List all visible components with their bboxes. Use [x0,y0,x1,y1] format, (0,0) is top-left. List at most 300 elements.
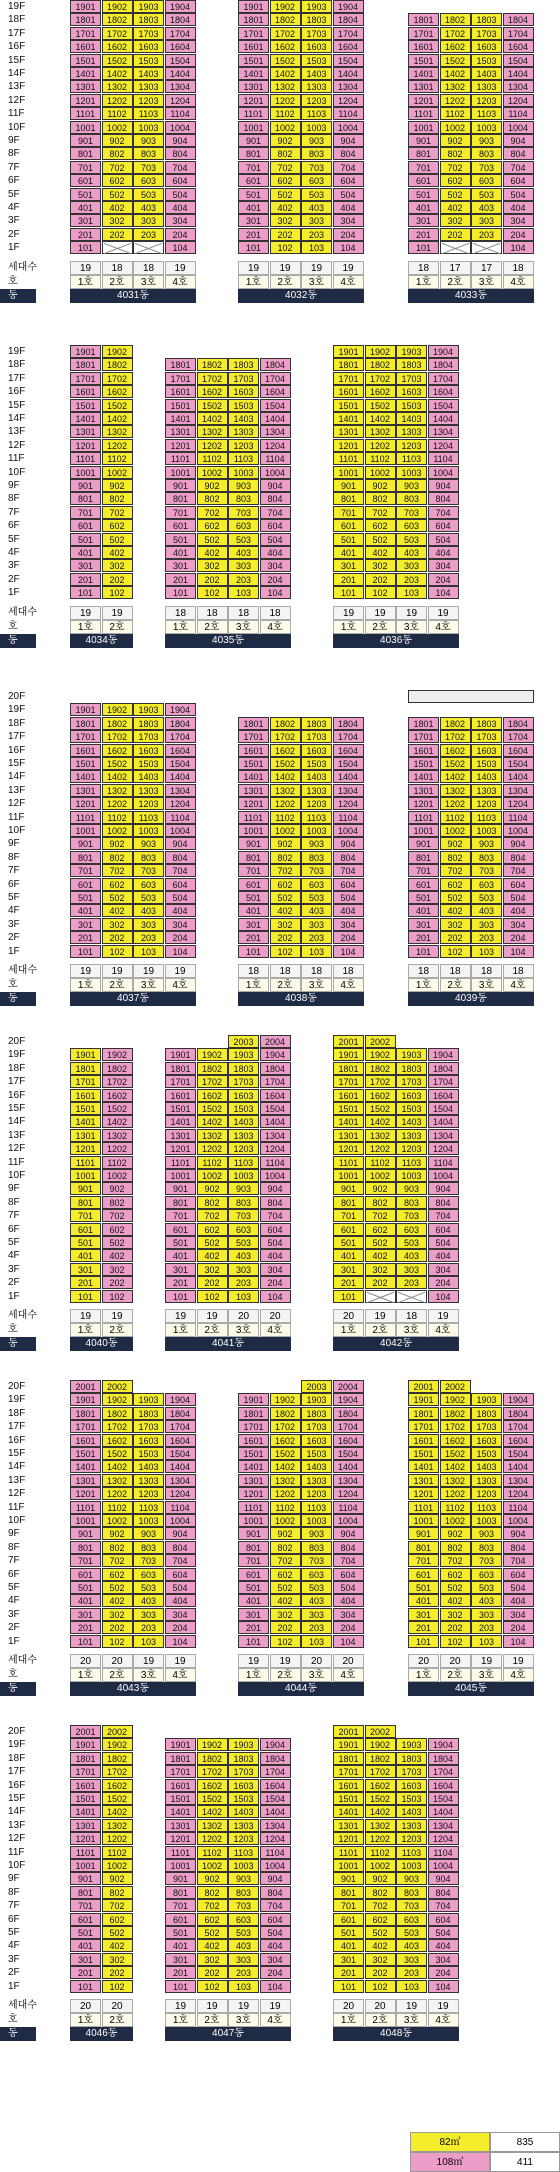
unit-ho: 4호 [260,1323,291,1337]
unit-count: 19 [270,261,301,275]
unit-cell: 1502 [440,757,471,770]
unit-count: 18 [102,261,133,275]
unit-cell: 602 [270,878,301,891]
unit-ho: 1호 [333,1323,364,1337]
unit-cell: 1801 [333,358,364,371]
unit-cell: 403 [396,1939,427,1952]
unit-cell: 2002 [365,1725,396,1738]
floor-label: 3F [8,918,20,930]
unit-cell: 201 [70,1966,101,1979]
unit-cell: 1804 [260,358,291,371]
unit-count: 19 [365,1309,396,1323]
unit-cell: 602 [365,519,396,532]
unit-cell: 701 [333,506,364,519]
unit-cell: 901 [238,1527,269,1540]
unit-count: 19 [333,261,364,275]
unit-cell: 802 [270,851,301,864]
floor-label: 9F [8,480,20,491]
unit-cell: 1101 [408,107,439,120]
unit-cell: 1802 [102,1062,133,1075]
unit-cell: 1802 [197,358,228,371]
unit-cell: 702 [270,161,301,174]
unit-cell: 802 [102,1541,133,1554]
unit-cell: 1604 [260,385,291,398]
unit-cell: 1102 [102,1846,133,1859]
unit-cell: 403 [301,1594,332,1607]
floor-label: 11F [8,453,25,465]
unit-cell: 904 [260,1182,291,1195]
unit-cell: 201 [70,573,101,586]
unit-cell: 1102 [365,1156,396,1169]
unit-cell: 1803 [471,13,502,26]
unit-cell: 1102 [440,811,471,824]
unit-cell: 202 [270,1621,301,1634]
unit-cell: 1303 [396,425,427,438]
unit-cell: 1103 [471,811,502,824]
unit-cell: 603 [471,1568,502,1581]
unit-cell: 1301 [333,425,364,438]
unit-cell: 104 [503,1635,534,1648]
unit-cell: 203 [301,228,332,241]
unit-cell: 1502 [365,1102,396,1115]
unit-cell: 1603 [228,1089,259,1102]
unit-cell: 202 [102,1966,133,1979]
unit-cell: 904 [333,134,364,147]
unit-cell: 1201 [238,797,269,810]
unit-cell: 1402 [270,1460,301,1473]
unit-cell: 901 [70,479,101,492]
unit-cell: 604 [503,174,534,187]
unit-cell: 203 [301,1621,332,1634]
unit-cell: 1702 [440,730,471,743]
unit-ho: 2호 [197,620,228,634]
floor-label: 11F [8,108,25,120]
unit-cell: 1801 [408,717,439,730]
unit-cell: 1202 [102,1142,133,1155]
unit-cell: 301 [238,918,269,931]
unit-cell: 1603 [133,1434,164,1447]
unit-cell: 1901 [165,1048,196,1061]
unit-cell: 404 [428,1249,459,1262]
unit-cell: 1802 [270,1407,301,1420]
unit-cell: 1502 [440,54,471,67]
unit-ho: 3호 [301,1668,332,1682]
unit-cell: 1802 [440,717,471,730]
unit-cell: 504 [428,533,459,546]
unit-cell: 503 [471,188,502,201]
unit-cell: 1204 [503,1487,534,1500]
unit-cell: 1102 [102,811,133,824]
unit-cell: 101 [333,1980,364,1993]
unit-cell: 603 [396,1913,427,1926]
unit-cell: 704 [333,1554,364,1567]
unit-count: 17 [471,261,502,275]
unit-cell: 901 [333,479,364,492]
unit-cell: 1503 [396,1102,427,1115]
unit-cell: 601 [70,1568,101,1581]
unit-cell: 1803 [133,1407,164,1420]
unit-cell: 203 [133,931,164,944]
unit-cell: 1002 [197,1859,228,1872]
unit-cell: 1601 [165,1779,196,1792]
unit-cell: 501 [70,891,101,904]
unit-cell: 1103 [228,452,259,465]
unit-cell: 702 [197,1209,228,1222]
unit-cell: 1201 [408,94,439,107]
unit-cell: 702 [102,1209,133,1222]
unit-cell: 1504 [333,54,364,67]
unit-cell: 1501 [165,399,196,412]
unit-cell: 1703 [471,1420,502,1433]
unit-cell: 901 [333,1182,364,1195]
dong-label: 동 [0,1682,36,1696]
unit-cell: 704 [333,864,364,877]
unit-cell: 1504 [428,1102,459,1115]
floor-label: 5F [8,1582,20,1593]
unit-cell: 1202 [270,797,301,810]
unit-count: 20 [333,1309,364,1323]
unit-cell: 1701 [238,1420,269,1433]
unit-cell: 1703 [133,27,164,40]
unit-cell: 602 [102,174,133,187]
unit-cell: 801 [333,1196,364,1209]
unit-count: 19 [165,261,196,275]
unit-cell: 1104 [260,452,291,465]
unit-cell: 701 [165,1209,196,1222]
ho-label: 호 [8,2014,18,2025]
unit-cell: 301 [333,559,364,572]
unit-cell: 401 [333,546,364,559]
unit-cell: 1701 [70,1765,101,1778]
unit-cell: 802 [102,851,133,864]
unit-cell: 101 [238,945,269,958]
unit-cell: 1604 [428,1089,459,1102]
unit-cell: 1404 [333,770,364,783]
unit-cell: 204 [165,1621,196,1634]
unit-cell: 1302 [102,425,133,438]
unit-cell: 902 [270,837,301,850]
unit-cell: 702 [102,161,133,174]
unit-cell: 1204 [165,797,196,810]
unit-cell: 103 [301,945,332,958]
unit-cell: 201 [70,1276,101,1289]
unit-cell: 1402 [102,1805,133,1818]
unit-cell: 402 [102,904,133,917]
unit-cell: 1503 [228,399,259,412]
unit-cell: 1001 [238,121,269,134]
unit-cell: 1904 [165,703,196,716]
floor-label: 13F [8,784,26,796]
unit-cell: 1101 [333,1156,364,1169]
unit-cell: 504 [503,1581,534,1594]
unit-ho: 1호 [165,2013,196,2027]
unit-cell: 1004 [260,1169,291,1182]
unit-cell: 1704 [333,730,364,743]
unit-ho: 3호 [133,978,164,992]
unit-cell: 104 [428,586,459,599]
unit-cell: 604 [260,519,291,532]
unit-cell: 601 [333,1913,364,1926]
unit-cell: 1202 [270,1487,301,1500]
unit-cell: 1102 [365,1846,396,1859]
unit-cell: 401 [165,1249,196,1262]
unit-cell: 404 [260,1939,291,1952]
floor-label: 1F [8,587,20,599]
unit-cell: 1003 [133,121,164,134]
floor-label: 3F [8,1263,20,1275]
unit-cell: 1404 [503,67,534,80]
unit-cell: 1804 [333,13,364,26]
unit-cell: 1903 [228,1738,259,1751]
unit-cell: 302 [197,559,228,572]
unit-cell: 604 [428,1913,459,1926]
unit-cell: 903 [471,1527,502,1540]
unit-cell: 401 [333,1939,364,1952]
unit-cell: 1804 [260,1752,291,1765]
unit-cell: 902 [365,1872,396,1885]
unit-cell: 401 [70,1249,101,1262]
unit-cell: 604 [428,1223,459,1236]
unit-cell: 801 [165,492,196,505]
unit-cell: 702 [197,506,228,519]
unit-ho: 2호 [102,620,133,634]
unit-cell: 301 [165,1263,196,1276]
unit-cell: 903 [471,134,502,147]
unit-cell: 401 [333,1249,364,1262]
floor-label: 4F [8,547,20,558]
unit-cell: 704 [165,1554,196,1567]
unit-cell: 1602 [197,1779,228,1792]
unit-cell: 1304 [165,784,196,797]
unit-cell: 1701 [70,1075,101,1088]
unit-cell: 602 [197,1223,228,1236]
unit-cell: 602 [102,1223,133,1236]
unit-cell: 401 [238,904,269,917]
unit-cell: 1302 [440,80,471,93]
unit-cell: 1201 [70,439,101,452]
unit-cell: 301 [165,559,196,572]
unit-cell: 901 [165,1872,196,1885]
unit-cell: 103 [471,945,502,958]
unit-cell: 1903 [471,1393,502,1406]
unit-cell: 1304 [165,80,196,93]
unit-cell: 1502 [270,757,301,770]
unit-cell: 1703 [396,1075,427,1088]
unit-cell: 1003 [133,824,164,837]
unit-cell: 1804 [165,1407,196,1420]
unit-cell: 304 [165,918,196,931]
unit-cell: 103 [228,1290,259,1303]
floor-label: 20F [8,691,26,702]
unit-cell: 103 [228,1980,259,1993]
unit-cell: 202 [440,228,471,241]
unit-cell: 604 [333,174,364,187]
unit-cell: 1001 [165,466,196,479]
unit-cell: 103 [396,586,427,599]
unit-cell: 504 [165,188,196,201]
unit-cell: 1901 [70,703,101,716]
unit-cell: 1402 [270,67,301,80]
unit-cell: 101 [70,1290,101,1303]
unit-cell: 1301 [333,1129,364,1142]
unit-cell: 1601 [165,385,196,398]
unit-cell: 1801 [408,13,439,26]
unit-cell: 1702 [197,372,228,385]
unit-cell: 904 [428,1182,459,1195]
unit-cell: 602 [197,1913,228,1926]
unit-cell: 202 [365,1966,396,1979]
unit-cell-blank [408,690,534,703]
unit-cell: 1803 [133,13,164,26]
unit-cell: 1703 [471,27,502,40]
unit-cell: 1803 [228,1752,259,1765]
unit-cell: 1004 [333,121,364,134]
unit-cell: 401 [70,904,101,917]
unit-cell: 904 [503,837,534,850]
unit-cell: 1202 [102,797,133,810]
unit-cell: 1801 [70,1062,101,1075]
unit-cell: 401 [165,1939,196,1952]
floor-label: 8F [8,493,20,505]
unit-cell: 1902 [102,1393,133,1406]
floor-label: 16F [8,41,26,53]
unit-cell: 1704 [260,372,291,385]
unit-cell: 1301 [70,425,101,438]
unit-cell: 402 [102,1594,133,1607]
unit-cell: 402 [440,904,471,917]
unit-cell: 204 [333,1621,364,1634]
unit-cell: 303 [396,1263,427,1276]
unit-cell: 1402 [365,1115,396,1128]
unit-cell: 801 [165,1196,196,1209]
unit-cell: 1302 [270,1474,301,1487]
unit-count: 20 [301,1654,332,1668]
unit-cell: 1902 [440,1393,471,1406]
unit-cell: 304 [165,1608,196,1621]
unit-cell: 1203 [133,94,164,107]
unit-cell: 1303 [133,784,164,797]
unit-cell: 803 [301,147,332,160]
unit-cell: 304 [503,214,534,227]
unit-cell: 1104 [428,452,459,465]
unit-count: 18 [333,964,364,978]
unit-cell: 1602 [102,1779,133,1792]
unit-cell: 1303 [228,425,259,438]
unit-cell: 2001 [70,1725,101,1738]
unit-cell: 1201 [70,797,101,810]
unit-cell: 1104 [333,1501,364,1514]
unit-cell: 401 [70,1594,101,1607]
unit-cell: 1502 [102,1102,133,1115]
unit-cell: 2001 [333,1035,364,1048]
count-label: 세대수 [8,2000,37,2011]
unit-cell: 903 [396,479,427,492]
unit-cell: 402 [270,1594,301,1607]
unit-cell: 201 [70,228,101,241]
unit-cell: 104 [333,945,364,958]
unit-cell: 304 [260,559,291,572]
unit-cell: 1302 [365,1819,396,1832]
unit-cell: 402 [102,546,133,559]
unit-cell: 902 [102,1182,133,1195]
unit-cell: 202 [270,228,301,241]
unit-cell: 1501 [165,1792,196,1805]
building-name: 4040동 [70,1337,133,1351]
unit-cell: 1804 [428,358,459,371]
unit-cell: 701 [408,864,439,877]
unit-cell: 304 [428,559,459,572]
unit-cell: 702 [102,506,133,519]
unit-cell: 1303 [228,1129,259,1142]
unit-cell: 1501 [333,1102,364,1115]
building-name: 4034동 [70,634,133,648]
unit-cell: 1302 [197,425,228,438]
unit-cell: 1601 [70,1779,101,1792]
building-name: 4033동 [408,289,534,303]
unit-cell: 702 [102,1899,133,1912]
floor-label: 19F [8,1739,26,1751]
unit-cell: 1901 [70,1393,101,1406]
unit-cell: 1702 [102,372,133,385]
unit-cell: 1501 [165,1102,196,1115]
unit-cell: 1001 [333,466,364,479]
unit-cell: 1001 [165,1859,196,1872]
unit-cell: 203 [396,1966,427,1979]
unit-cell: 703 [228,506,259,519]
unit-cell: 103 [228,586,259,599]
unit-cell: 901 [408,837,439,850]
unit-cell: 503 [228,1926,259,1939]
unit-cell: 1601 [165,1089,196,1102]
unit-cell: 1004 [503,1514,534,1527]
unit-cell: 703 [228,1899,259,1912]
unit-cell: 1503 [301,54,332,67]
unit-cell: 1703 [228,1765,259,1778]
unit-cell: 1903 [133,1393,164,1406]
unit-cell: 1901 [165,1738,196,1751]
legend-row-108 [410,2152,560,2172]
unit-ho: 4호 [260,2013,291,2027]
floor-label: 7F [8,1210,20,1222]
unit-cell: 801 [408,1541,439,1554]
unit-cell: 1702 [197,1075,228,1088]
unit-cell: 1304 [428,425,459,438]
unit-cell: 1203 [471,797,502,810]
unit-cell: 602 [365,1913,396,1926]
unit-count: 18 [228,606,259,620]
unit-cell: 501 [333,533,364,546]
unit-cell: 104 [333,1635,364,1648]
unit-cell: 1304 [503,80,534,93]
unit-count: 19 [197,1999,228,2013]
unit-cell: 1903 [396,345,427,358]
unit-cell: 1702 [270,27,301,40]
unit-cell: 104 [503,241,534,254]
floor-label: 15F [8,54,26,66]
unit-cell: 704 [428,1899,459,1912]
unit-cell: 301 [408,214,439,227]
unit-cell: 1203 [301,94,332,107]
unit-cell: 1603 [396,1779,427,1792]
unit-cell: 1503 [471,54,502,67]
unit-count: 19 [70,606,101,620]
floor-label: 14F [8,413,26,424]
unit-cell: 1804 [165,13,196,26]
unit-cell: 1802 [440,13,471,26]
unit-cell: 1903 [396,1738,427,1751]
floor-label: 18F [8,359,26,371]
unit-cell: 104 [165,945,196,958]
